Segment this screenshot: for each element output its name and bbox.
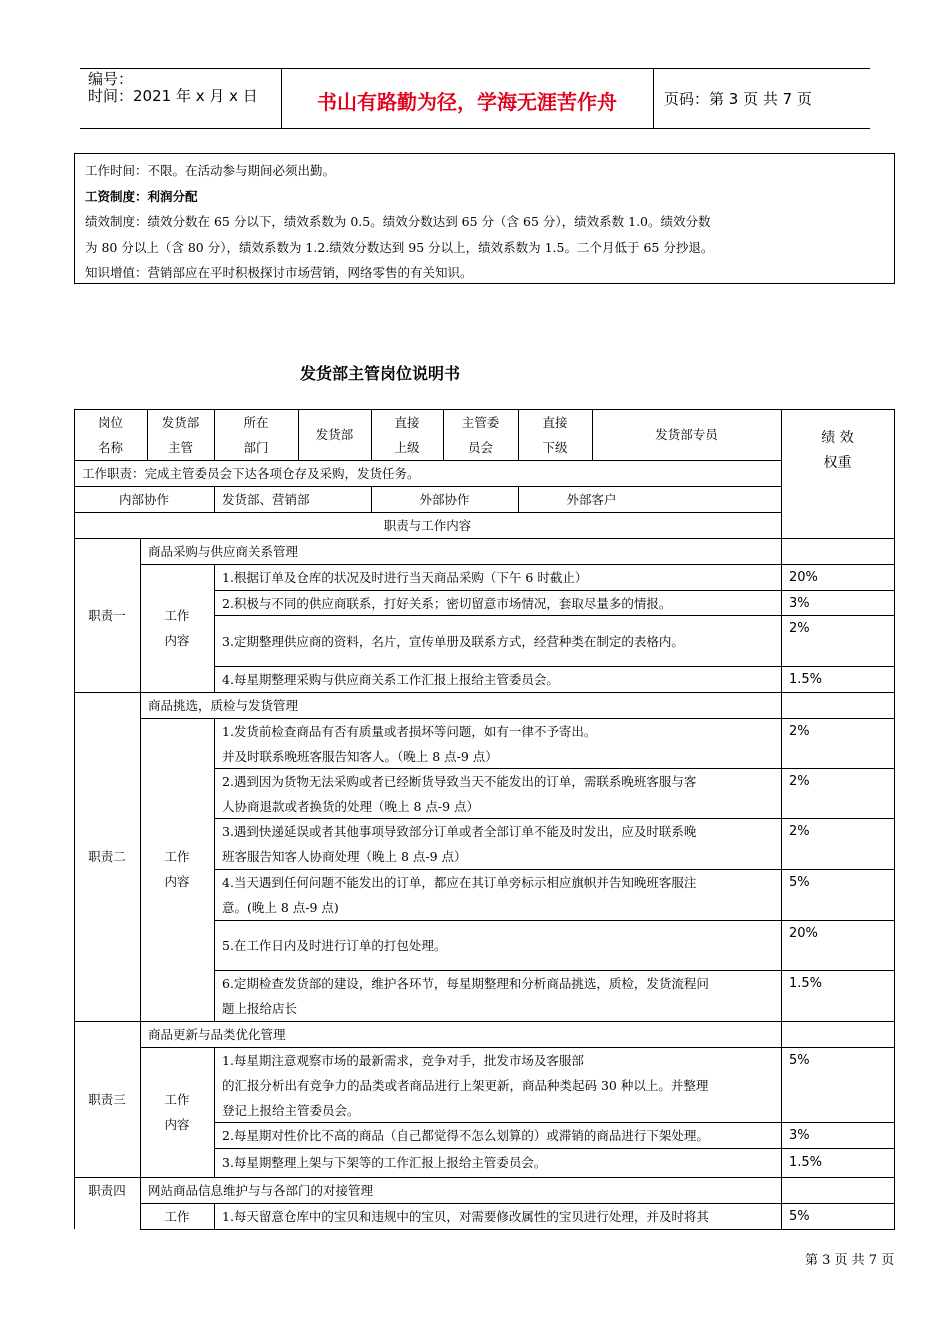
subordinate-value: 发货部专员 xyxy=(655,427,718,442)
duty-item: 1.根据订单及仓库的状况及时进行当天商品采购（下午 6 时截止） xyxy=(222,570,588,585)
duty-item: 2.每星期对性价比不高的商品（自己都觉得不怎么划算的）或滞销的商品进行下架处理。 xyxy=(222,1128,709,1143)
duty-weight: 5% xyxy=(789,1209,810,1224)
duty-title: 网站商品信息维护与与各部门的对接管理 xyxy=(148,1183,374,1198)
duty-weight: 2% xyxy=(789,774,810,789)
header-rule-bottom xyxy=(80,128,870,129)
performance-text-line: 绩效制度：绩效分数在 65 分以下，绩效系数为 0.5。绩效分数达到 65 分（含 65 分），绩效系数 1.0。绩效分数 xyxy=(85,214,711,229)
salary-system-text: 工资制度：利润分配 xyxy=(85,188,198,204)
department-label: 所在 部门 xyxy=(243,415,269,455)
work-content-label: 工作 内容 xyxy=(164,849,190,889)
document-date: 时间：2021 年 x 月 x 日 xyxy=(88,87,258,105)
internal-collab-label: 内部协作 xyxy=(118,492,169,507)
duty-weight: 3% xyxy=(789,596,810,611)
post-name-label: 岗位 名称 xyxy=(97,415,123,455)
subordinate-label: 直接 下级 xyxy=(542,415,568,455)
duty-weight: 20% xyxy=(789,926,818,941)
duty-item: 6.定期检查发货部的建设，维护各环节，每星期整理和分析商品挑选，质检，发货流程问 题上报给店长 xyxy=(222,976,709,1016)
section-header: 职责与工作内容 xyxy=(383,518,472,533)
duty-label: 职责四 xyxy=(88,1183,126,1198)
duty-weight: 3% xyxy=(789,1128,810,1143)
duty-item: 3.每星期整理上架与下架等的工作汇报上报给主管委员会。 xyxy=(222,1155,547,1170)
header-meta xyxy=(88,71,258,105)
duty-item: 1.发货前检查商品有否有质量或者损坏等问题，如有一律不予寄出。 并及时联系晚班客服告知客人。（晚上 8 点-9 点） xyxy=(222,724,597,764)
external-collab-label: 外部协作 xyxy=(419,492,470,507)
duty-title: 商品更新与品类优化管理 xyxy=(148,1027,286,1042)
department-value: 发货部 xyxy=(315,427,354,442)
duty-label: 职责二 xyxy=(88,849,126,864)
duty-weight: 2% xyxy=(789,724,810,739)
duty-item: 3.定期整理供应商的资料，名片，宣传单册及联系方式，经营种类在制定的表格内。 xyxy=(222,634,684,649)
duty-item: 2.遇到因为货物无法采购或者已经断货导致当天不能发出的订单，需联系晚班客服与客 人协商退款或者换货的处理（晚上 8 点-9 点） xyxy=(222,774,697,814)
work-content-label: 工作 内容 xyxy=(164,608,190,648)
work-content-label: 工作 xyxy=(164,1209,190,1224)
duty-item: 2.积极与不同的供应商联系，打好关系；密切留意市场情况，套取尽量多的情报。 xyxy=(222,596,672,611)
header-page-info: 页码：第 3 页 共 7 页 xyxy=(664,90,812,108)
duty-weight: 1.5% xyxy=(789,672,823,687)
header-motto: 书山有路勤为径，学海无涯苦作舟 xyxy=(317,90,617,114)
duty-weight: 1.5% xyxy=(789,1155,823,1170)
duty-weight: 1.5% xyxy=(789,976,823,991)
duty-title: 商品采购与供应商关系管理 xyxy=(148,544,299,559)
document-title: 发货部主管岗位说明书 xyxy=(299,364,460,383)
document-number-label: 编号： xyxy=(88,70,134,88)
duty-weight: 2% xyxy=(789,621,810,636)
external-collab-value: 外部客户 xyxy=(566,492,617,507)
duty-label: 职责一 xyxy=(88,608,126,623)
performance-weight-header: 绩 效 权重 xyxy=(821,430,854,471)
duty-item: 1.每天留意仓库中的宝贝和违规中的宝贝，对需要修改属性的宝贝进行处理，并及时将其 xyxy=(222,1209,709,1224)
duty-item: 4.当天遇到任何问题不能发出的订单，都应在其订单旁标示相应旗帜并告知晚班客服注 意。(晚上 8 点-9 点) xyxy=(222,875,697,915)
duty-item: 1.每星期注意观察市场的最新需求，竞争对手，批发市场及客服部 的汇报分析出有竞争力的品类或者商品进行上架更新，商品种类起码 30 种以上。并整理 登记上报给主管委员会。 xyxy=(222,1053,709,1118)
superior-label: 直接 上级 xyxy=(394,415,420,455)
duty-item: 3.遇到快递延误或者其他事项导致部分订单或者全部订单不能及时发出，应及时联系晚 班客服告知客人协商处理（晚上 8 点-9 点） xyxy=(222,824,697,864)
page-footer: 第 3 页 共 7 页 xyxy=(805,1253,895,1268)
duty-item: 5.在工作日内及时进行订单的打包处理。 xyxy=(222,938,447,953)
duty-weight: 5% xyxy=(789,875,810,890)
post-name-value: 发货部 主管 xyxy=(161,415,200,455)
work-time-text: 工作时间：不限。在活动参与期间必须出勤。 xyxy=(85,163,336,178)
header-divider xyxy=(653,68,654,128)
header-rule-top xyxy=(80,68,870,69)
duty-summary: 工作职责：完成主管委员会下达各项仓存及采购，发货任务。 xyxy=(82,466,420,481)
work-policy-box xyxy=(74,153,895,284)
duty-title: 商品挑选，质检与发货管理 xyxy=(148,698,299,713)
duty-weight: 2% xyxy=(789,824,810,839)
work-content-label: 工作 内容 xyxy=(164,1092,190,1132)
performance-text-line: 为 80 分以上（含 80 分），绩效系数为 1.2.绩效分数达到 95 分以上，绩效系数为 1.5。二个月低于 65 分抄退。 xyxy=(85,239,714,255)
duty-weight: 20% xyxy=(789,570,818,585)
duty-weight: 5% xyxy=(789,1053,810,1068)
knowledge-text: 知识增值：营销部应在平时积极探讨市场营销，网络零售的有关知识。 xyxy=(85,265,473,280)
internal-collab-value: 发货部、营销部 xyxy=(222,492,310,507)
duty-item: 4.每星期整理采购与供应商关系工作汇报上报给主管委员会。 xyxy=(222,672,559,687)
superior-value: 主管委 员会 xyxy=(461,415,500,455)
duty-label: 职责三 xyxy=(88,1092,126,1107)
